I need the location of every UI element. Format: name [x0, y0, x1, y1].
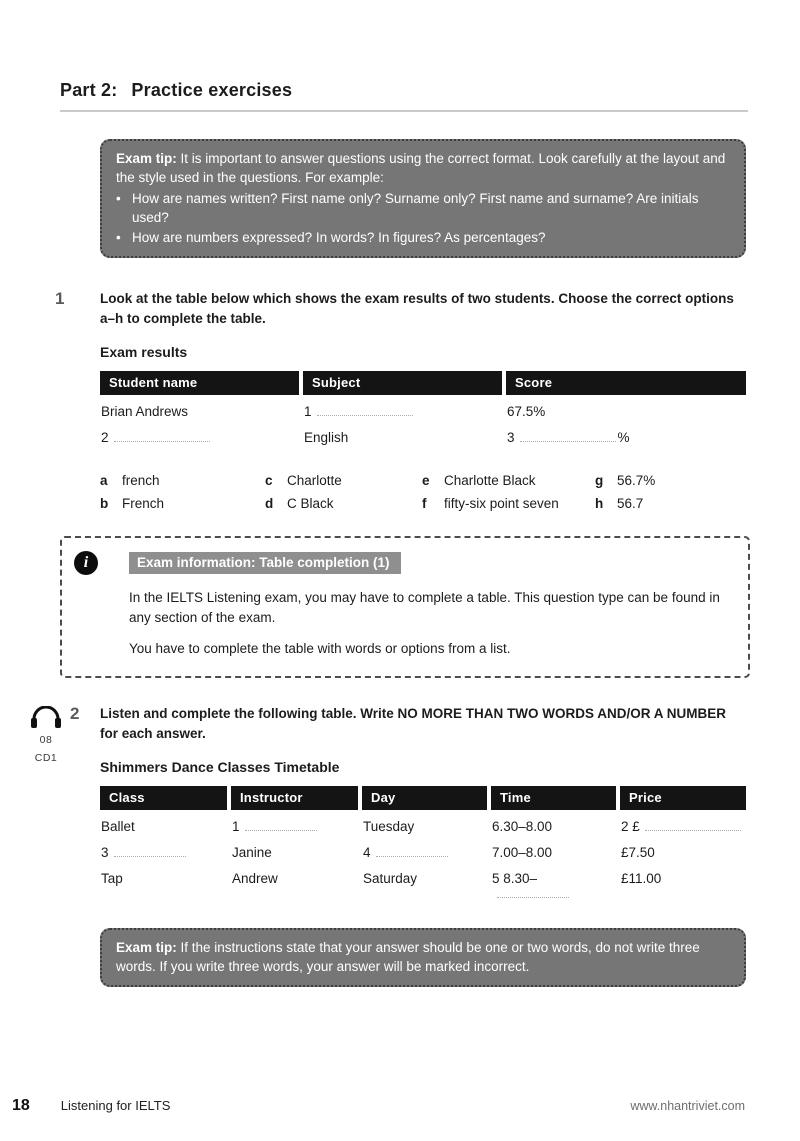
- cell-instructor: Janine: [232, 845, 272, 861]
- table-row: [100, 421, 746, 447]
- part-label: Part 2:: [60, 80, 118, 100]
- option-f: f fifty-six point seven: [422, 495, 559, 511]
- cell-day-gap: 4: [362, 836, 487, 862]
- exam-tip-box-1: [100, 139, 746, 258]
- exam-information-heading: Exam information: Table completion (1): [129, 552, 401, 574]
- cell-class: Ballet: [101, 819, 135, 835]
- answer-blank: [497, 887, 569, 898]
- book-page: [0, 80, 800, 1114]
- bullet-item: • How are numbers expressed? In words? In figures? As percentages?: [116, 228, 730, 247]
- cell-instructor: Andrew: [232, 871, 278, 887]
- option-c: c Charlotte: [265, 473, 342, 489]
- answer-blank: [317, 405, 413, 416]
- bullet-item: • How are names written? First name only? Surname only? First name and surname? Are initials used?: [116, 189, 730, 227]
- table-header-row: [100, 786, 746, 810]
- column-header: Time: [491, 786, 616, 810]
- exam-results-title: Exam results: [100, 344, 188, 361]
- cell-price: £11.00: [621, 871, 662, 887]
- column-header: Day: [362, 786, 487, 810]
- cell-subject-gap: 1: [303, 395, 502, 421]
- exam-tip-1-text: Exam tip: It is important to answer questions using the correct format. Look carefully at the layout and the style used in the questions. For example:: [116, 151, 726, 186]
- option-d: d C Black: [265, 495, 334, 511]
- cell-student-name-gap: 2: [100, 421, 299, 447]
- table-header-row: [100, 371, 746, 395]
- option-b: b French: [100, 495, 165, 511]
- info-icon: i: [74, 551, 98, 575]
- exam-information-box: [60, 536, 750, 678]
- bullet-glyph: •: [116, 191, 121, 207]
- page-number: 18: [12, 1097, 30, 1114]
- exam-tip-2-label: Exam tip:: [116, 940, 177, 956]
- answer-blank: [114, 431, 210, 442]
- question-2: [22, 704, 800, 904]
- option-a: a french: [100, 473, 160, 489]
- column-header: Price: [620, 786, 746, 810]
- cell-day: Saturday: [363, 871, 418, 887]
- cell-class-gap: 3: [100, 836, 227, 862]
- exam-results-table: [100, 371, 746, 447]
- cell-score-gap: 3 %: [507, 430, 630, 446]
- headphones-icon: [29, 706, 63, 730]
- column-header: Class: [100, 786, 227, 810]
- cell-score: 67.5%: [507, 404, 546, 420]
- table-row: [100, 836, 746, 862]
- page-footer: [0, 1097, 800, 1115]
- column-header: Score: [506, 371, 746, 395]
- cell-time: 6.30–8.00: [492, 819, 553, 835]
- option-h: h 56.7: [595, 495, 644, 511]
- page-title: Practice exercises: [131, 80, 293, 100]
- book-title: Listening for IELTS: [60, 1098, 171, 1113]
- option-g: g 56.7%: [595, 473, 656, 489]
- answer-blank: [245, 820, 317, 831]
- cell-time: 7.00–8.00: [492, 845, 553, 861]
- cell-student-name: Brian Andrews: [101, 404, 189, 420]
- timetable-table: [100, 786, 746, 903]
- column-header: Subject: [303, 371, 502, 395]
- answer-options: [100, 470, 746, 515]
- cell-subject: English: [304, 430, 349, 446]
- cell-price-gap: 2 £: [620, 810, 746, 836]
- answer-blank: [376, 846, 448, 857]
- answer-blank: [645, 820, 741, 831]
- answer-blank: [520, 431, 616, 442]
- question-1-number: 1: [55, 288, 65, 308]
- cell-instructor-gap: 1: [231, 810, 358, 836]
- audio-track-number: 08: [39, 733, 53, 746]
- answer-blank: [114, 846, 186, 857]
- cell-price: £7.50: [621, 845, 655, 861]
- column-header: Instructor: [231, 786, 358, 810]
- exam-tip-2-text: Exam tip: If the instructions state that your answer should be one or two words, do not write three words. If you write three words, your answer will be marked incorrect.: [116, 940, 700, 975]
- page-header: [60, 80, 748, 112]
- cell-class: Tap: [101, 871, 123, 887]
- table-row: [100, 395, 746, 421]
- bullet-glyph: •: [116, 229, 121, 245]
- exam-tip-box-2: [100, 928, 746, 987]
- column-header: Student name: [100, 371, 299, 395]
- timetable-title: Shimmers Dance Classes Timetable: [100, 759, 340, 776]
- exam-tip-1-bullets: [116, 189, 730, 246]
- percent-suffix: %: [617, 430, 630, 446]
- exam-tip-1-label: Exam tip:: [116, 151, 177, 166]
- table-row: [100, 810, 746, 836]
- publisher-website: www.nhantriviet.com: [630, 1099, 745, 1113]
- question-1-text: Look at the table below which shows the exam results of two students. Choose the correct options a–h to complete the table.: [100, 290, 734, 327]
- cell-day: Tuesday: [363, 819, 415, 835]
- cell-time-gap: 5 8.30–: [491, 862, 616, 903]
- question-1: [55, 289, 800, 515]
- question-2-number: 2: [70, 703, 80, 723]
- audio-track-indicator: [22, 704, 70, 904]
- table-row: [100, 862, 746, 903]
- exam-information-text: In the IELTS Listening exam, you may have to complete a table. This question type can be found in any section of the exam. You have to complete the table with words or options from a list.: [129, 589, 720, 657]
- question-2-text: Listen and complete the following table. Write NO MORE THAN TWO WORDS AND/OR A NUMBER for each answer.: [100, 705, 727, 741]
- audio-cd-label: CD1: [34, 751, 58, 764]
- option-e: e Charlotte Black: [422, 473, 536, 489]
